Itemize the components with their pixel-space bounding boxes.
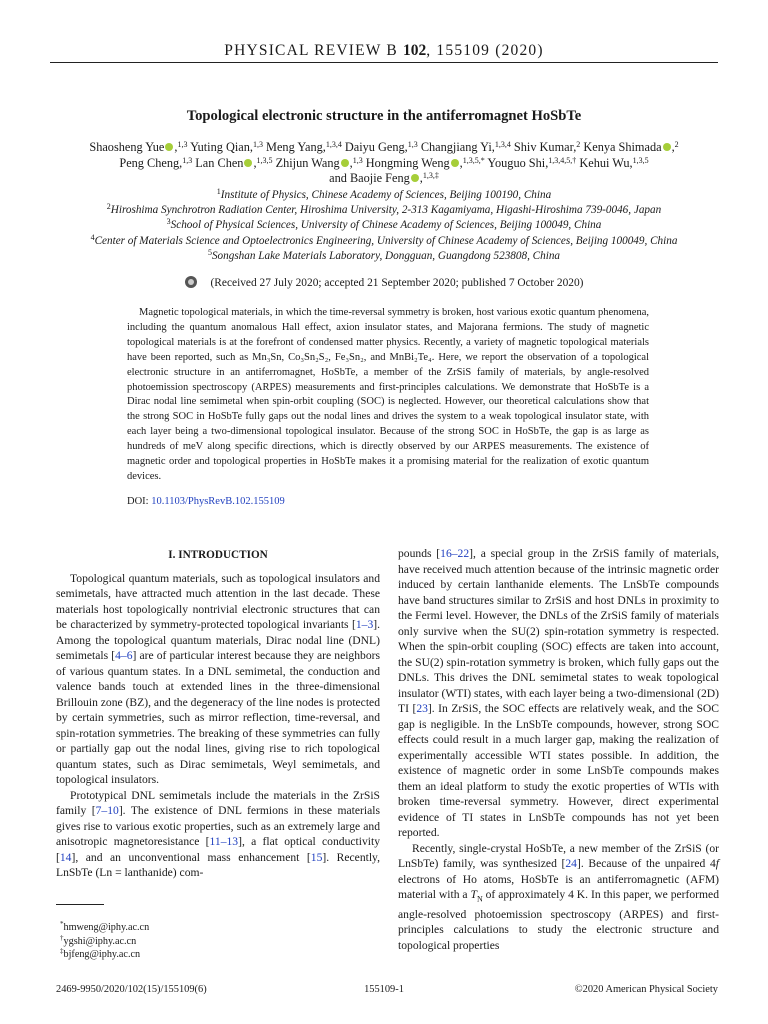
citation-link[interactable]: 23 (416, 702, 428, 715)
affiliation: $^1$Institute of Physics, Chinese Academy of Sciences, Beijing 100190, China (216, 187, 552, 201)
received-dates (0, 276, 768, 289)
footnote-email[interactable]: ygshi@iphy.ac.cn (63, 935, 137, 947)
orcid-icon[interactable] (341, 159, 349, 167)
affiliation-marker: 1,3,5 (256, 155, 273, 165)
orcid-icon[interactable] (663, 143, 671, 151)
affiliation: $^3$School of Physical Sciences, University of Chinese Academy of Sciences, Beijing 100049, China (166, 217, 602, 232)
citation-link[interactable]: 11–13 (209, 835, 239, 848)
author-name: and Baojie Feng (329, 171, 410, 186)
journal-name: PHYSICAL REVIEW B (224, 42, 398, 59)
citation-link[interactable]: 15 (310, 850, 323, 864)
citation-link[interactable]: 1–3 (355, 618, 374, 631)
footnote: ‡bjfeng@iphy.ac.cn (60, 947, 141, 961)
compound-formula: Fe₃Sn₂ (334, 351, 364, 363)
header-rule (50, 62, 718, 63)
affiliation-marker: 1,3 (352, 155, 363, 165)
affiliation-marker: 1,3 (407, 140, 418, 149)
affiliation-marker: 1,3,‡ (422, 171, 439, 181)
footnote: †ygshi@iphy.ac.cn (60, 933, 137, 947)
compound-formula: Co₃Sn₂S₂ (288, 351, 329, 363)
paragraph: Recently, single-crystal HoSbTe, a new member of the ZrSiS (or LnSbTe) family, was synthesized [24]. Because of the unpaired 4f electrons of Ho atoms, HoSbTe is an antiferromagnetic (AFM) material with a $T_N$ of approximately 4 K. In this paper, we performed angle-resolved photoemission spectroscopy (ARPES) and first-principles calculations to study the electronic structure and topological properties (398, 841, 720, 952)
affiliation-marker: 2 (674, 140, 679, 149)
abstract: Magnetic topological materials, in which the time-reversal symmetry is broken, host various exotic quantum phenomena, including the quantum anomalous Hall effect, axion insulator states, and Majorana fermions. The study of magnetic topological materials is at the forefront of condensed matter physics. Recently, a variety of magnetic topological materials have been reported, such as Mn₃Sn, Co₃Sn₂S₂, Fe₃Sn₂, and MnBi₂Te₄. Here, we report the observation of a topological electronic structure in an antiferromagnet, HoSbTe, a member of the ZrSiS family of materials, by angle-resolved photoemission spectroscopy (ARPES) measurements and first-principles calculations. We demonstrate that HoSbTe is a Dirac nodal line semimetal when spin-orbit coupling (SOC) is neglected. However, our theoretical calculations show that the strong SOC in HoSbTe fully gaps out the nodal lines and drives the system to a weak topological insulator state, with each layer being a two-dimensional topological insulator. Because of the strong SOC in HoSbTe, the gap is as large as hundreds of meV along specific directions, which is directly observed by our ARPES measurements. The existence of magnetic order and topological properties in HoSbTe makes it a promising material for the realization of exotic quantum devices. (127, 307, 649, 482)
right-column (398, 546, 719, 953)
received-text: (Received 27 July 2020; accepted 21 September 2020; published 7 October 2020) (210, 277, 584, 289)
footer-issn: 2469-9950/2020/102(15)/155109(6) (56, 984, 207, 995)
affiliation-marker: 1,3,4 (325, 140, 342, 149)
author-name: Kenya Shimada (583, 140, 662, 154)
affiliation-marker: 1,3,5,* (462, 155, 485, 165)
left-column (56, 548, 380, 881)
doi-link[interactable]: 10.1103/PhysRevB.102.155109 (151, 496, 285, 507)
compound-formula: Mn₃Sn (252, 351, 282, 363)
author-name: Meng Yang, (266, 140, 326, 154)
affiliation-marker: 1,3 (182, 155, 193, 165)
citation-link[interactable]: 4–6 (115, 649, 133, 662)
paragraph: pounds [16–22], a special group in the ZrSiS family of materials, have received much attention because of the intrinsic magnetic order induced by certain lanthanide elements. The LnSbTe compounds have band structures similar to ZrSiS and host DNLs in proximity to the Fermi level. However, the DNLs of the ZrSiS family of materials only survive when the SU(2) spin-rotation symmetry is respected. When the spin-orbit coupling (SOC) effects are taken into account, the SU(2) spin-rotation symmetry is broken, which fully gaps out the DNLs. This drives the DNL semimetal states to weak topological insulator (WTI) states, with each layer being a two-dimensional (2D) TI [23]. In ZrSiS, the SOC effects are relatively weak, and the SOC gap is negligible. In the LnSbTe compounds, however, strong SOC effects could result in a much larger gap, making the realization of experimentally accessible WTI states possible. In addition, the existence of magnetic order in some LnSbTe compounds makes them an ideal platform to study the exotic properties of WTIs with broken time-reversal symmetry. However, direct experimental evidence of TI states in LnSbTe compounds has not yet been reported. (398, 547, 719, 839)
affiliation: $^2$Hiroshima Synchrotron Radiation Center, Hiroshima University, 2-313 Kagamiyama, Higashi-Hiroshima 739-0046, Japan (106, 202, 662, 217)
paragraph: Prototypical DNL semimetals include the materials in the ZrSiS family [7–10]. The existence of DNL fermions in these materials gives rise to various exotic properties, such as an extremely large and anisotropic magnetoresistance [11–13], a flat optical conductivity [14], and an unconventional mass enhancement [15]. Recently, LnSbTe (Ln = lanthanide) com- (56, 788, 380, 879)
author-name: Daiyu Geng, (344, 140, 408, 154)
author-name: Peng Cheng, (119, 155, 183, 170)
check-for-updates-icon[interactable] (185, 276, 197, 288)
author-name: Kehui Wu, (579, 155, 633, 170)
author-name: Shaosheng Yue (89, 140, 165, 154)
affiliation-marker: 1,3,4 (494, 140, 511, 149)
article-info: , 155109 (2020) (426, 42, 544, 59)
affiliation-marker: 1,3 (177, 140, 188, 149)
affiliation-marker: 1,3 (252, 140, 263, 149)
author-name: Lan Chen (195, 155, 244, 170)
affiliation-marker: 1,3,4,5,† (548, 155, 577, 165)
author-name: Changjiang Yi, (420, 140, 495, 154)
citation-link[interactable]: 24 (565, 857, 577, 870)
author-name: Zhijun Wang (275, 155, 340, 170)
author-name: Yuting Qian, (190, 140, 253, 154)
paragraph: Topological quantum materials, such as topological insulators and semimetals, have attracted much attention in the last decade. These materials host topologically nontrivial electronic structures that can be characterized by symmetry-protected topological invariants [1–3]. Among the topological quantum materials, Dirac nodal line (DNL) semimetals [4–6] are of particular interest because they are neighbors of various quantum states. In a DNL semimetal, the conduction and valence bands touch at extended lines in the three-dimensional Brillouin zone (BZ), and the degeneracy of the line nodes is protected by certain symmetries, such as mirror reflection, time-reversal, and spin-rotation symmetries. The breaking of these symmetries can fully or partially gap out the nodal lines, giving rise to rich topological quantum states, such as Dirac semimetals, Weyl semimetals, and topological insulators. (56, 571, 380, 786)
footnote: *hmweng@iphy.ac.cn (60, 920, 150, 933)
orcid-icon[interactable] (451, 159, 459, 167)
doi-line: DOI: 10.1103/PhysRevB.102.155109 (127, 496, 285, 507)
affiliation-list (30, 188, 738, 264)
affiliation-marker: 2 (576, 140, 581, 149)
journal-header (0, 42, 768, 60)
compound-list: Mn₃Sn, Co₃Sn₂S₂, Fe₃Sn₂, and MnBi₂Te₄ (252, 351, 432, 363)
footnote-rule (56, 904, 104, 905)
footnote-email[interactable]: bjfeng@iphy.ac.cn (63, 949, 141, 961)
footnote-email[interactable]: hmweng@iphy.ac.cn (63, 922, 150, 933)
compound-formula: MnBi₂Te₄ (389, 351, 432, 363)
author-list: Shaosheng Yue ,$^{1,3}$ Yuting Qian,$^{1,3}$ Meng Yang,$^{1,3,4}$ Daiyu Geng,$^{1,3}$ Changjiang Yi,$^{1,3,4}$ Shiv Kumar,$^2$ Kenya Shimada ,$^2$ Peng Cheng,$^{1,3}$ Lan Chen ,$^{1,3,5}$ Zhijun Wang ,$^{1,3}$ Hongming Weng ,$^{1,3,5,*}$ Youguo Shi,$^{1,3,4,5,\dagger}$ Kehui Wu,$^{1,3,5}$ and Baojie Feng ,$^{1,3,\ddagger}$ (89, 140, 679, 186)
citation-link[interactable]: 7–10 (95, 804, 119, 817)
orcid-icon[interactable] (244, 159, 252, 167)
author-name: Shiv Kumar, (513, 140, 577, 154)
citation-link[interactable]: 14 (59, 850, 72, 864)
affiliation-marker: 1,3,5 (632, 155, 649, 165)
footer-copyright: ©2020 American Physical Society (574, 984, 718, 995)
paper-title: Topological electronic structure in the antiferromagnet HoSbTe (186, 108, 582, 124)
affiliation: $^5$Songshan Lake Materials Laboratory, Dongguan, Guangdong 523808, China (207, 247, 561, 262)
footnotes (60, 921, 149, 962)
orcid-icon[interactable] (411, 174, 419, 182)
author-name: Youguo Shi, (487, 155, 549, 170)
footer-page-number: 155109-1 (364, 984, 404, 995)
section-heading: I. INTRODUCTION (168, 549, 268, 561)
author-name: Hongming Weng (365, 155, 450, 170)
affiliation: $^4$Center of Materials Science and Optoelectronics Engineering, University of Chinese Academy of Sciences, Beijing 100049, China (90, 232, 678, 247)
citation-link[interactable]: 16–22 (440, 547, 470, 560)
orcid-icon[interactable] (165, 143, 173, 151)
volume-number: 102 (403, 42, 427, 59)
